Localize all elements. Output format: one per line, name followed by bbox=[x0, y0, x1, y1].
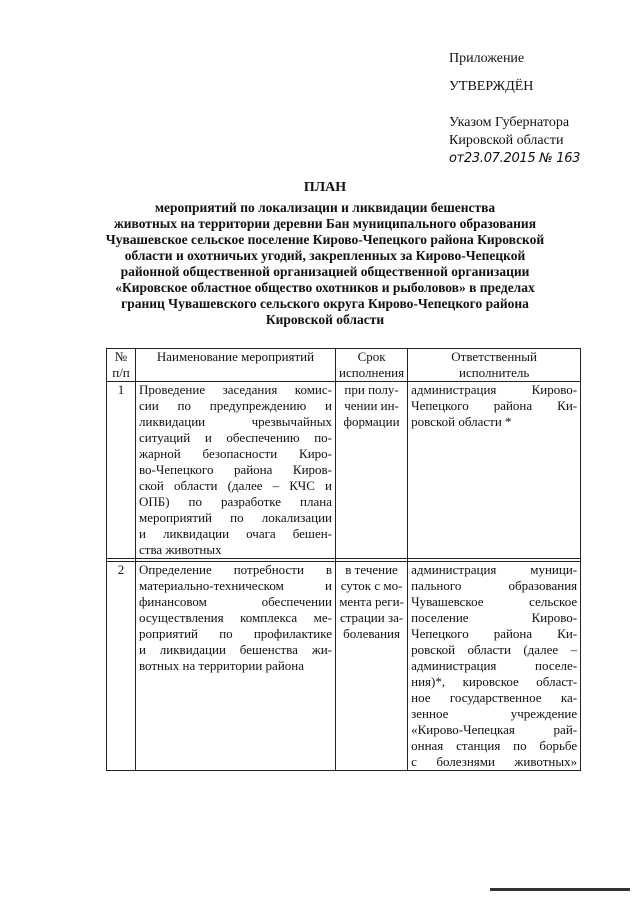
cell-line: во-Чепецкого района Киров- bbox=[139, 462, 332, 477]
title-line: области и охотничьих угодий, закрепленных за Кирово-Чепецкой bbox=[124, 248, 526, 263]
row-number: 2 bbox=[107, 562, 136, 771]
header-event bbox=[136, 349, 336, 382]
cell-line: ситуаций и обеспечению по- bbox=[139, 430, 332, 445]
cell-line: жарной безопасности Киро- bbox=[139, 446, 332, 461]
row-deadline bbox=[336, 562, 408, 771]
header-responsible-line: Ответственный bbox=[451, 349, 537, 364]
cell-line: «Кирово-Чепецкая рай- bbox=[411, 722, 578, 737]
cell-line: сии по предупреждению и bbox=[139, 398, 332, 413]
cell-line: мероприятий по локализации bbox=[139, 510, 332, 525]
title-line: животных на территории деревни Бан муниципального образования bbox=[113, 216, 537, 231]
cell-line: пального образования bbox=[411, 578, 578, 593]
cell-line: чении ин- bbox=[344, 398, 399, 413]
row-responsible bbox=[408, 382, 581, 559]
cell-line: роприятий по профилактике bbox=[139, 626, 332, 641]
cell-line: осуществления комплекса ме- bbox=[139, 610, 332, 625]
header-deadline-line: исполнения bbox=[339, 365, 405, 380]
cell-line: Чепецкого района Ки- bbox=[411, 398, 578, 413]
cell-line: с болезнями животных» bbox=[411, 754, 578, 769]
cell-line: болевания bbox=[343, 626, 400, 641]
header-deadline-line: Срок bbox=[357, 349, 386, 364]
cell-line: ровской области (далее – bbox=[411, 642, 578, 657]
cell-line: мента реги- bbox=[339, 594, 404, 609]
plan-heading: ПЛАН bbox=[303, 180, 347, 195]
row-responsible bbox=[408, 562, 581, 771]
header-event-label: Наименование мероприятий bbox=[156, 349, 315, 364]
cell-line: ской области (далее – КЧС и bbox=[139, 478, 332, 493]
decree-line-1: Указом Губернатора bbox=[449, 115, 570, 130]
row-event bbox=[136, 382, 336, 559]
title-line: районной общественной организацией общественной организации bbox=[120, 264, 530, 279]
cell-line: формации bbox=[343, 414, 400, 429]
header-number-line: № bbox=[114, 349, 128, 364]
title-line: Чувашевское сельское поселение Кирово-Чепецкого района Кировской bbox=[105, 232, 545, 247]
cell-line: и ликвидации бешенства жи- bbox=[139, 642, 332, 657]
table-header-row bbox=[107, 349, 581, 382]
cell-line: Чувашевское сельское bbox=[411, 594, 578, 609]
title-line: мероприятий по локализации и ликвидации бешенства bbox=[154, 200, 496, 215]
cell-line: администрация муници- bbox=[411, 562, 578, 577]
cell-line: поселение Кирово- bbox=[411, 610, 578, 625]
title-line: «Кировское областное общество охотников и рыболовов» в пределах bbox=[115, 280, 535, 295]
header-number-line: п/п bbox=[112, 365, 130, 380]
cell-line: ликвидации чрезвычайных bbox=[139, 414, 332, 429]
cell-line: администрация поселе- bbox=[411, 658, 578, 673]
plan-table bbox=[106, 348, 581, 771]
row-number: 1 bbox=[107, 382, 136, 559]
approved-label: УТВЕРЖДЁН bbox=[449, 79, 534, 94]
header-deadline bbox=[336, 349, 408, 382]
cell-line: ное государственное ка- bbox=[411, 690, 578, 705]
cell-line: администрация Кирово- bbox=[411, 382, 578, 397]
cell-line: онная станция по борьбе bbox=[411, 738, 578, 753]
document-title bbox=[100, 180, 550, 328]
header-number bbox=[107, 349, 136, 382]
cell-line: Проведение заседания комис- bbox=[139, 382, 332, 397]
cell-line: вотных на территории района bbox=[139, 658, 305, 673]
cell-line: Чепецкого района Ки- bbox=[411, 626, 578, 641]
cell-line: Определение потребности в bbox=[139, 562, 332, 577]
cell-line: ОПБ) по разработке плана bbox=[139, 494, 332, 509]
row-event bbox=[136, 562, 336, 771]
header-responsible bbox=[408, 349, 581, 382]
cell-line: суток с мо- bbox=[340, 578, 403, 593]
decree-date-number: от23.07.2015 № 163 bbox=[449, 151, 581, 166]
header-responsible-line: исполнитель bbox=[458, 365, 530, 380]
title-line: Кировской области bbox=[265, 312, 385, 327]
cell-line: в течение bbox=[345, 562, 398, 577]
cell-line: при полу- bbox=[344, 382, 399, 397]
decree-line-2: Кировской области bbox=[449, 133, 564, 148]
scan-edge-mark bbox=[490, 888, 630, 891]
table-row bbox=[107, 562, 581, 771]
cell-line: ства животных bbox=[139, 542, 222, 557]
row-deadline bbox=[336, 382, 408, 559]
table-row bbox=[107, 382, 581, 559]
cell-line: ния)*, кировское област- bbox=[411, 674, 578, 689]
cell-line: ровской области * bbox=[411, 414, 512, 429]
title-line: границ Чувашевского сельского округа Кирово-Чепецкого района bbox=[121, 296, 529, 311]
cell-line: финансовом обеспечении bbox=[139, 594, 332, 609]
cell-line: страции за- bbox=[339, 610, 404, 625]
appendix-label: Приложение bbox=[449, 51, 525, 66]
cell-line: зенное учреждение bbox=[411, 706, 578, 721]
cell-line: материально-техническом и bbox=[139, 578, 332, 593]
approval-block bbox=[449, 50, 629, 168]
cell-line: и ликвидации очага бешен- bbox=[139, 526, 332, 541]
